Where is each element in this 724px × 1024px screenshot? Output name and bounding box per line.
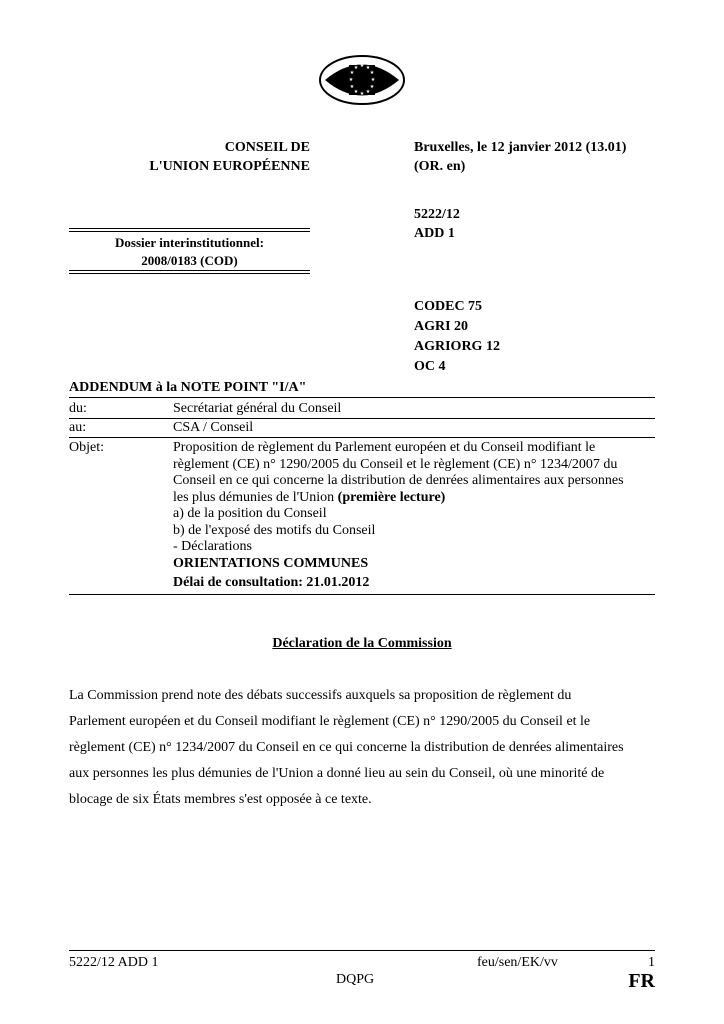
au-value: CSA / Conseil bbox=[173, 420, 254, 435]
declaration-body bbox=[69, 683, 659, 813]
objet-item-a: a) de la position du Conseil bbox=[173, 506, 327, 521]
svg-text:★: ★ bbox=[369, 70, 375, 76]
objet-item-b: b) de l'exposé des motifs du Conseil bbox=[173, 522, 376, 538]
council-name-line2: L'UNION EUROPÉENNE bbox=[149, 159, 310, 174]
code-oc: OC 4 bbox=[414, 359, 446, 374]
reading-label: (première lecture) bbox=[337, 489, 446, 505]
dossier-bottom-rule-2 bbox=[69, 273, 310, 274]
dossier-number: 2008/0183 (COD) bbox=[141, 253, 238, 268]
council-name-line1: CONSEIL DE bbox=[224, 140, 310, 155]
eu-council-logo bbox=[319, 55, 405, 105]
body-line-3: règlement (CE) n° 1234/2007 du Conseil en ce qui concerne la distribution de denrées alimentaires bbox=[69, 740, 624, 755]
objet-line-2: règlement (CE) n° 1290/2005 du Conseil et le règlement (CE) n° 1234/2007 du bbox=[173, 456, 618, 472]
code-codec: CODEC 75 bbox=[414, 299, 483, 314]
objet-line-4-text: les plus démunies de l'Union bbox=[173, 489, 338, 505]
footer-rule bbox=[69, 950, 655, 951]
footer-initials: feu/sen/EK/vv bbox=[477, 955, 558, 970]
addendum-rule bbox=[69, 397, 655, 398]
objet-line-3: Conseil en ce qui concerne la distribution de denrées alimentaires aux personnes bbox=[173, 473, 624, 488]
objet-line-4 bbox=[173, 490, 653, 507]
consultation-deadline: Délai de consultation: 21.01.2012 bbox=[173, 575, 370, 590]
du-value: Secrétariat général du Conseil bbox=[173, 401, 342, 416]
code-agri: AGRI 20 bbox=[414, 319, 469, 334]
declaration-title: Déclaration de la Commission bbox=[272, 636, 452, 651]
dossier-top-rule bbox=[69, 228, 310, 229]
dossier-label: Dossier interinstitutionnel: bbox=[115, 235, 264, 250]
footer-ref: 5222/12 ADD 1 bbox=[69, 955, 159, 970]
footer-dept: DQPG bbox=[336, 972, 375, 987]
body-line-4: aux personnes les plus démunies de l'Union a donné lieu au sein du Conseil, où une minorité de bbox=[69, 766, 605, 781]
doc-addendum: ADD 1 bbox=[414, 226, 455, 241]
objet-value bbox=[173, 440, 653, 592]
svg-text:★: ★ bbox=[349, 84, 355, 90]
svg-text:★: ★ bbox=[348, 77, 354, 83]
objet-rule bbox=[69, 594, 655, 595]
original-language: (OR. en) bbox=[414, 159, 466, 174]
body-line-1: La Commission prend note des débats successifs auxquels sa proposition de règlement du bbox=[69, 688, 572, 703]
svg-text:★: ★ bbox=[369, 84, 375, 90]
svg-text:★: ★ bbox=[370, 77, 376, 83]
classification-codes bbox=[414, 297, 500, 377]
footer-page-number: 1 bbox=[648, 955, 655, 970]
svg-text:★: ★ bbox=[365, 89, 371, 95]
objet-item-declarations: - Déclarations bbox=[173, 539, 252, 554]
svg-text:★: ★ bbox=[353, 89, 359, 95]
du-label: du: bbox=[69, 401, 87, 416]
addendum-title: ADDENDUM à la NOTE POINT "I/A" bbox=[69, 380, 307, 395]
code-agriorg: AGRIORG 12 bbox=[414, 339, 500, 354]
body-line-5: blocage de six États membres s'est opposée à ce texte. bbox=[69, 792, 372, 807]
dossier-text bbox=[69, 234, 310, 270]
body-line-2: Parlement européen et du Conseil modifiant le règlement (CE) n° 1290/2005 du Conseil et le bbox=[69, 714, 591, 729]
doc-reference bbox=[414, 205, 460, 243]
objet-line-1: Proposition de règlement du Parlement européen et du Conseil modifiant le bbox=[173, 440, 596, 455]
footer-language: FR bbox=[628, 970, 655, 992]
date-block bbox=[414, 138, 626, 176]
objet-label: Objet: bbox=[69, 440, 104, 455]
dossier-bottom-rule bbox=[69, 270, 310, 271]
dossier-top-rule-2 bbox=[69, 231, 310, 232]
council-name bbox=[70, 138, 310, 176]
du-rule bbox=[69, 418, 655, 419]
svg-text:★: ★ bbox=[365, 65, 371, 71]
orientations-label: ORIENTATIONS COMMUNES bbox=[173, 555, 369, 571]
doc-number: 5222/12 bbox=[414, 207, 460, 222]
date-line: Bruxelles, le 12 janvier 2012 (13.01) bbox=[414, 140, 627, 155]
au-rule bbox=[69, 437, 655, 438]
dossier-box bbox=[69, 228, 310, 274]
svg-text:★: ★ bbox=[349, 70, 355, 76]
svg-text:★: ★ bbox=[353, 65, 359, 71]
svg-text:★: ★ bbox=[359, 91, 365, 97]
au-label: au: bbox=[69, 420, 87, 435]
svg-text:★: ★ bbox=[359, 63, 365, 69]
